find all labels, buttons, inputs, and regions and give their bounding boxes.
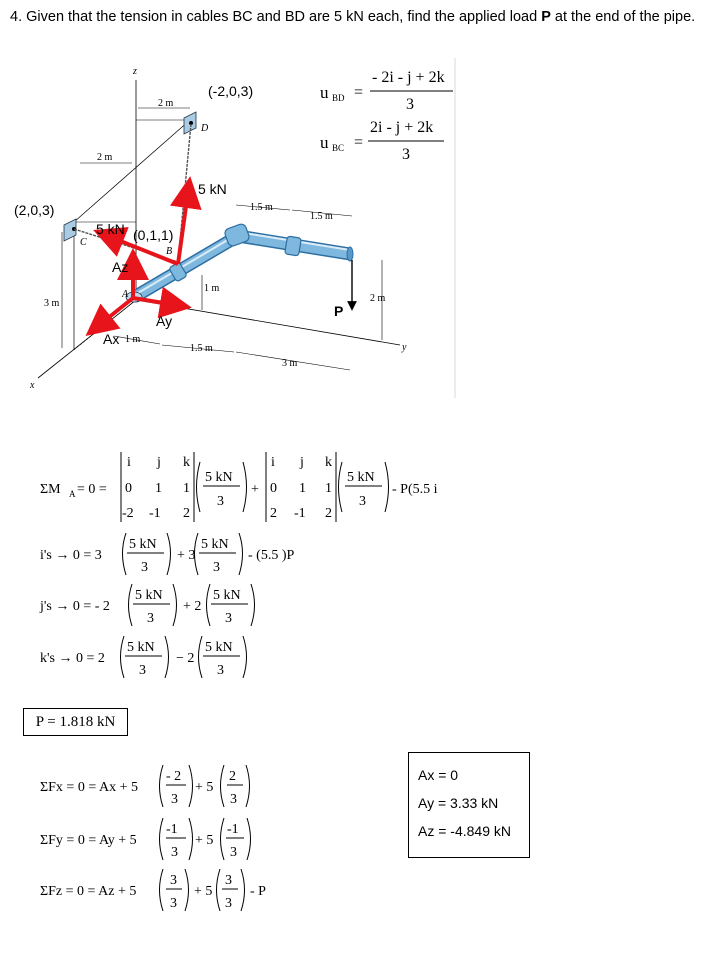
reaction-az-label: Az xyxy=(112,259,129,275)
j-frac1-lparen xyxy=(129,584,133,626)
u-bc-equals: = xyxy=(354,134,364,151)
k-frac2-rparen xyxy=(243,636,247,678)
point-a-label: A xyxy=(122,289,129,300)
problem-load-symbol: P xyxy=(541,9,551,25)
fz-mid: + 5 xyxy=(194,884,213,899)
det1-r2c3: 1 xyxy=(183,481,190,496)
i-frac1-den: 3 xyxy=(141,560,148,575)
u-bd-denominator: 3 xyxy=(406,96,414,113)
fz-frac1-rparen xyxy=(185,869,189,911)
frac2-den: 3 xyxy=(359,494,366,509)
j-label: j's → 0 = - 2 xyxy=(40,599,110,614)
u-bc-subscript: BC xyxy=(332,143,345,153)
i-frac1-lparen xyxy=(123,533,127,575)
j-frac1-num: 5 kN xyxy=(135,588,163,603)
fx-frac1-rparen xyxy=(189,765,193,807)
fy-frac1-rparen xyxy=(189,818,193,860)
reaction-ax-label: Ax xyxy=(103,331,120,347)
force-bc-label: 5 kN xyxy=(96,221,125,237)
reaction-ay-label: Ay xyxy=(156,313,173,329)
dim-2m-left: 2 m xyxy=(97,152,113,163)
fy-frac2-lparen xyxy=(221,818,225,860)
u-bc-denominator: 3 xyxy=(402,146,410,163)
z-axis-label: z xyxy=(133,66,137,77)
dim-3m-left: 3 m xyxy=(44,298,60,309)
wall-line-top xyxy=(74,120,190,222)
j-frac1-den: 3 xyxy=(147,611,154,626)
det2-r2c3: 1 xyxy=(325,481,332,496)
det2-r3c1: 2 xyxy=(270,506,277,521)
fy-frac2-den: 3 xyxy=(230,845,237,860)
fy-frac2-rparen xyxy=(247,818,251,860)
frac2-right-paren xyxy=(385,462,389,512)
fy-frac2-num: -1 xyxy=(227,822,239,837)
dim-1m-bottom: 1 m xyxy=(125,334,141,345)
result-az: Az = -4.849 kN xyxy=(418,823,511,839)
fy-lhs: ΣFy = 0 = Ay + 5 xyxy=(40,833,137,848)
coord-d-label: (-2,0,3) xyxy=(208,83,254,99)
dim-2m-right: 2 m xyxy=(370,293,386,304)
k-frac2-num: 5 kN xyxy=(205,640,233,655)
point-d-label: D xyxy=(201,123,209,134)
j-frac2-rparen xyxy=(251,584,255,626)
det1-r1c2: j xyxy=(157,455,161,470)
dim-3m-bottom: 3 m xyxy=(282,358,298,369)
u-bd-equals: = xyxy=(354,84,364,101)
fx-frac2-num: 2 xyxy=(229,769,236,784)
det2-r3c3: 2 xyxy=(325,506,332,521)
results-box xyxy=(408,752,530,858)
frac2-left-paren xyxy=(339,462,343,512)
u-bd-subscript: BD xyxy=(332,93,345,103)
coord-c-label: (2,0,3) xyxy=(14,202,55,218)
fx-lhs: ΣFx = 0 = Ax + 5 xyxy=(40,780,138,795)
i-tail: - (5.5 )P xyxy=(248,548,295,563)
frac1-left-paren xyxy=(197,462,201,512)
i-frac1-num: 5 kN xyxy=(129,537,157,552)
pipe-figure xyxy=(14,58,455,398)
force-bd-label: 5 kN xyxy=(198,181,227,197)
answer-box xyxy=(23,708,128,736)
frac1-num: 5 kN xyxy=(205,470,233,485)
fy-frac1-den: 3 xyxy=(171,845,178,860)
det2-r3c2: -1 xyxy=(294,506,306,521)
y-axis-label: y xyxy=(402,342,407,353)
fz-frac2-lparen xyxy=(217,869,221,911)
fx-frac2-den: 3 xyxy=(230,792,237,807)
det1-r1c1: i xyxy=(127,455,131,470)
k-frac2-lparen xyxy=(199,636,203,678)
det2-r1c1: i xyxy=(271,455,275,470)
u-bc-numerator: 2i - j + 2k xyxy=(370,119,434,136)
j-mid: + 2 xyxy=(183,599,202,614)
frac1-den: 3 xyxy=(217,494,224,509)
u-bc-symbol: u xyxy=(320,133,329,152)
fz-frac1-den: 3 xyxy=(170,896,177,911)
j-frac2-lparen xyxy=(207,584,211,626)
moment-plus: + xyxy=(251,482,259,497)
det1-r1c3: k xyxy=(183,455,190,470)
k-frac1-lparen xyxy=(121,636,125,678)
i-frac2-den: 3 xyxy=(213,560,220,575)
fx-frac1-den: 3 xyxy=(171,792,178,807)
fz-frac2-num: 3 xyxy=(225,873,232,888)
det1-r3c2: -1 xyxy=(149,506,161,521)
unit-vectors xyxy=(320,69,453,163)
det2-r1c2: j xyxy=(300,455,304,470)
point-b-label: B xyxy=(166,246,173,257)
fx-frac1-num: - 2 xyxy=(166,769,182,784)
frac2-num: 5 kN xyxy=(347,470,375,485)
fz-frac1-num: 3 xyxy=(170,873,177,888)
fx-mid: + 5 xyxy=(195,780,214,795)
fz-frac2-rparen xyxy=(241,869,245,911)
fz-frac1-lparen xyxy=(160,869,164,911)
k-frac1-num: 5 kN xyxy=(127,640,155,655)
dim-1m-vert: 1 m xyxy=(204,283,220,294)
fy-mid: + 5 xyxy=(195,833,214,848)
force-sum-equations xyxy=(40,765,266,911)
moment-lhs: ΣM xyxy=(40,482,61,497)
fx-frac2-lparen xyxy=(221,765,225,807)
answer-value: P = 1.818 kN xyxy=(35,714,116,730)
fx-frac2-rparen xyxy=(246,765,250,807)
det1-r3c3: 2 xyxy=(183,506,190,521)
load-p-label: P xyxy=(334,303,344,319)
result-ax: Ax = 0 xyxy=(418,767,459,783)
moment-eq: = 0 = xyxy=(77,482,107,497)
j-frac2-num: 5 kN xyxy=(213,588,241,603)
j-frac2-den: 3 xyxy=(225,611,232,626)
dim-1-5m-b: 1.5 m xyxy=(310,211,333,222)
k-frac2-den: 3 xyxy=(217,663,224,678)
fz-tail: - P xyxy=(250,884,266,899)
fz-lhs: ΣFz = 0 = Az + 5 xyxy=(40,884,137,899)
moment-equation xyxy=(40,452,438,522)
reaction-ax-arrow xyxy=(98,298,133,326)
i-frac2-num: 5 kN xyxy=(201,537,229,552)
det1-r3c1: -2 xyxy=(122,506,134,521)
moment-tail: - P(5.5 i xyxy=(392,482,438,497)
frac1-right-paren xyxy=(243,462,247,512)
dim-2m-top: 2 m xyxy=(158,98,174,109)
k-frac1-den: 3 xyxy=(139,663,146,678)
k-frac1-rparen xyxy=(165,636,169,678)
component-equations xyxy=(39,533,294,678)
point-c-label: C xyxy=(80,237,87,248)
problem-text-before: Given that the tension in cables BC and BD are 5 kN each, find the applied load xyxy=(26,9,542,25)
j-frac1-rparen xyxy=(173,584,177,626)
dim-1-5m-bottom: 1.5 m xyxy=(190,343,213,354)
det2-r2c2: 1 xyxy=(299,481,306,496)
fy-frac1-lparen xyxy=(160,818,164,860)
u-bd-numerator: - 2i - j + 2k xyxy=(372,69,445,86)
k-mid: − 2 xyxy=(176,651,195,666)
k-label: k's → 0 = 2 xyxy=(40,651,105,666)
fx-frac1-lparen xyxy=(160,765,164,807)
fy-frac1-num: -1 xyxy=(166,822,178,837)
i-frac1-rparen xyxy=(167,533,171,575)
moment-lhs-sub: A xyxy=(69,489,76,499)
force-bd-arrow xyxy=(178,192,188,264)
det1-r2c1: 0 xyxy=(125,481,132,496)
det2-r2c1: 0 xyxy=(270,481,277,496)
coord-b-label: (0,1,1) xyxy=(133,227,174,243)
problem-number: 4. xyxy=(10,9,23,25)
dim-1-5m-a: 1.5 m xyxy=(250,202,273,213)
det2-r1c3: k xyxy=(325,455,332,470)
i-mid: + 3 xyxy=(177,548,196,563)
x-axis-label: x xyxy=(30,380,35,391)
i-frac2-rparen xyxy=(239,533,243,575)
det1-r2c2: 1 xyxy=(155,481,162,496)
u-bd-symbol: u xyxy=(320,83,329,102)
fz-frac2-den: 3 xyxy=(225,896,232,911)
result-ay: Ay = 3.33 kN xyxy=(418,795,499,811)
problem-text-after: at the end of the pipe. xyxy=(550,9,696,25)
i-label: i's → 0 = 3 xyxy=(40,548,102,563)
